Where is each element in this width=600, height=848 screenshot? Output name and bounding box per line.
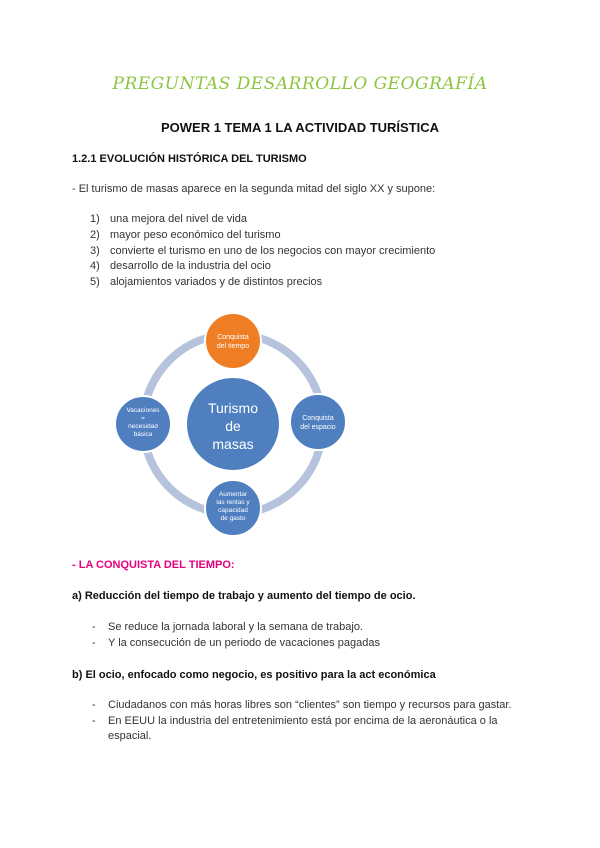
list-text: alojamientos variados y de distintos precios: [110, 276, 323, 289]
bottom-label-line: Aumentar: [218, 491, 248, 498]
right-label-line: Conquista: [302, 415, 334, 422]
section-heading: 1.2.1 EVOLUCIÓN HISTÓRICA DEL TURISMO: [72, 153, 307, 165]
bullet-list-a: [92, 620, 532, 651]
bottom-label-line: las rentas y: [216, 499, 250, 506]
center-label-line: masas: [212, 436, 254, 452]
list-item: [90, 244, 435, 260]
right-label-line: del espacio: [300, 424, 336, 431]
list-text: Ciudadanos con más horas libres son “clientes” son tiempo y recursos para gastar.: [108, 699, 512, 711]
bottom-label-line: capacidad: [218, 507, 248, 514]
numbered-list: [90, 212, 435, 291]
list-item: - Y la consecución de un periodo de vacaciones pagadas: [92, 636, 380, 649]
section-heading-conquista: - LA CONQUISTA DEL TIEMPO:: [72, 559, 235, 571]
list-text: convierte el turismo en uno de los negocios con mayor crecimiento: [110, 244, 436, 257]
list-item: - Se reduce la jornada laboral y la semana de trabajo.: [92, 621, 363, 633]
top-label-line: del tiempo: [216, 343, 250, 350]
list-text: mayor peso económico del turismo: [110, 228, 281, 241]
list-number: 4): [90, 260, 100, 273]
list-text: Y la consecución de un periodo de vacaciones pagadas: [108, 636, 380, 649]
bullet-list-b: [92, 698, 532, 745]
list-number: 1): [90, 213, 100, 225]
list-item: [90, 212, 435, 228]
left-label-line: básica: [133, 431, 153, 438]
list-text: desarrollo de la industria del ocio: [110, 260, 271, 273]
list-item: - Ciudadanos con más horas libres son “clientes” son tiempo y recursos para gastar.: [92, 699, 512, 711]
list-number: 5): [90, 276, 100, 289]
list-number: 3): [90, 244, 100, 257]
list-text: Se reduce la jornada laboral y la semana de trabajo.: [108, 621, 363, 633]
list-number: 2): [90, 228, 100, 241]
center-label-line: Turismo: [207, 400, 259, 416]
list-text: una mejora del nivel de vida: [110, 213, 247, 225]
center-label-line: de: [225, 418, 241, 434]
bottom-label-line: de gasto: [220, 515, 246, 522]
left-label-line: =: [141, 415, 145, 422]
top-node: [205, 313, 261, 369]
intro-paragraph: - El turismo de masas aparece en la segunda mitad del siglo XX y supone:: [72, 183, 436, 195]
page-header: PREGUNTAS DESARROLLO GEOGRAFÍA: [112, 74, 488, 94]
right-node: [290, 394, 346, 450]
left-label-line: necesidad: [128, 423, 158, 430]
list-text: En EEUU la industria del entretenimiento está por encima de la aeronáutica o la espacial.: [108, 714, 498, 742]
top-label-line: Conquista: [217, 334, 249, 341]
left-label-line: Vacaciones: [126, 407, 160, 414]
list-item: [90, 228, 435, 244]
list-item: [90, 275, 435, 291]
list-item: [90, 259, 435, 275]
tourism-diagram: [100, 305, 370, 540]
document-title: POWER 1 TEMA 1 LA ACTIVIDAD TURÍSTICA: [160, 120, 440, 135]
subheading-a: a) Reducción del tiempo de trabajo y aumento del tiempo de ocio.: [72, 590, 416, 602]
subheading-b: b) El ocio, enfocado como negocio, es positivo para la act económica: [72, 669, 436, 681]
list-item: - En EEUU la industria del entretenimiento está por encima de la aeronáutica o la espacial.: [92, 714, 498, 742]
